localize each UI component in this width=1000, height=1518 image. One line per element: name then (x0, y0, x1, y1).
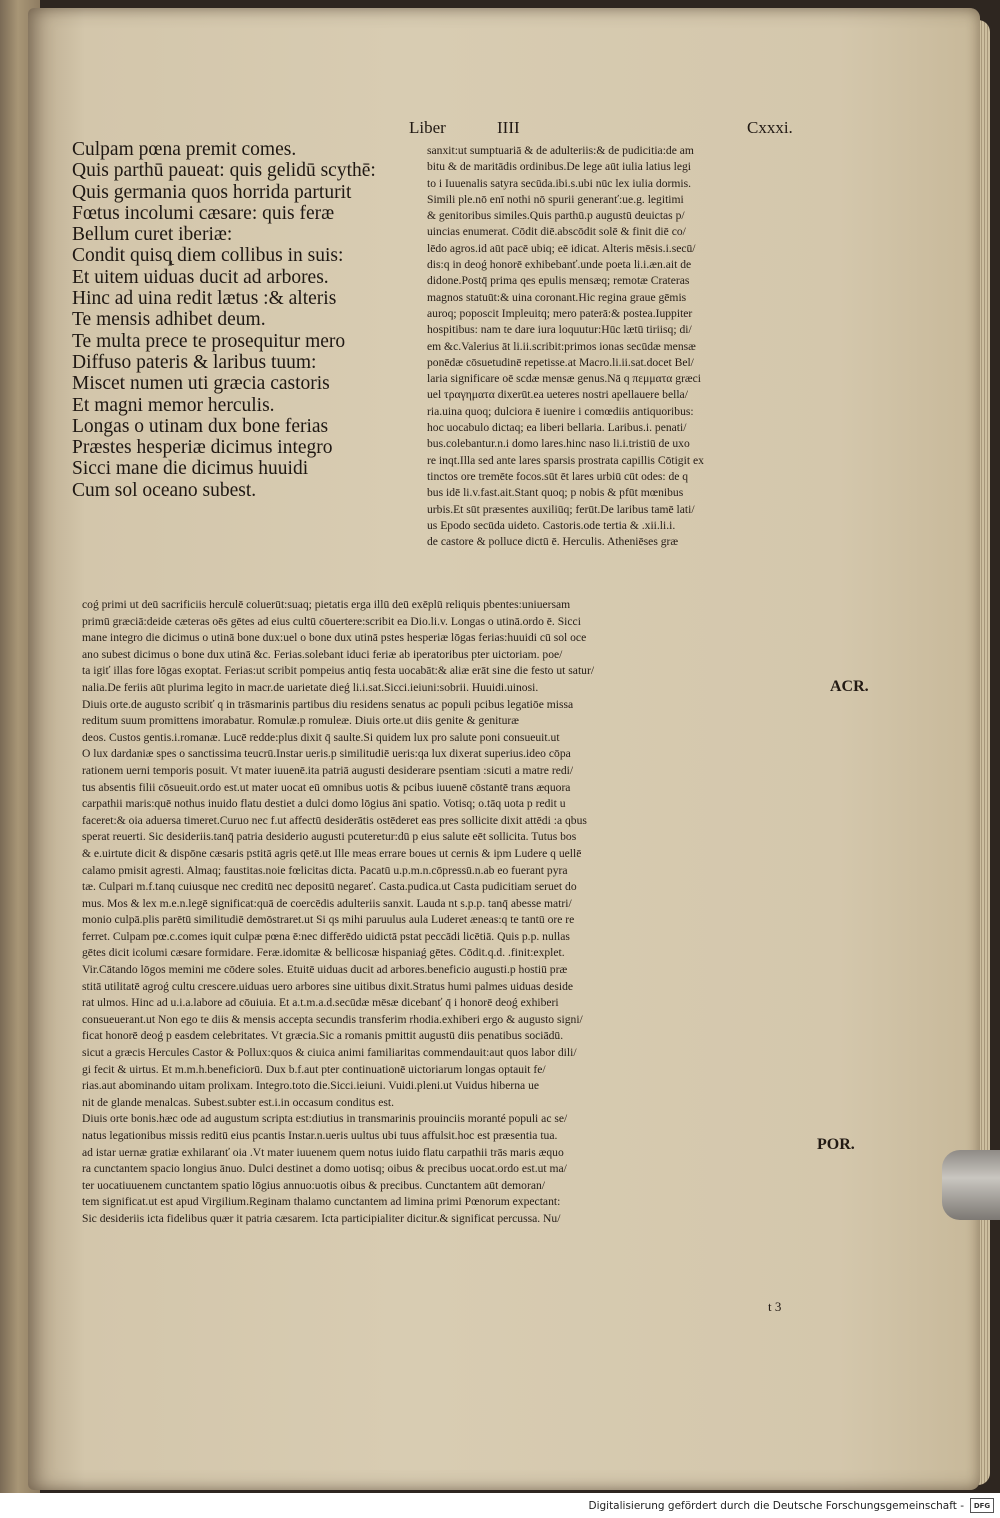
commentary-right-column (427, 143, 823, 550)
commentary-line: faceret:& oia aduersa timeret.Curuo nec f.ut affectū desiderātis ostēderet eas pres sollicite dixit attēdi :a qbus (82, 813, 587, 827)
poem-line: Culpam pœna premit comes. (72, 139, 297, 160)
commentary-line: tinctos ore tremēte focos.sūt ēt lares urbiū cūt odes: de q (427, 469, 689, 483)
commentary-line: de castore & polluce dictū ē. Herculis. Atheniēses græ (427, 535, 679, 549)
commentary-line: rias.aut abominando uitam prolixam. Integro.toto die.Sicci.ieiuni. Vuidi.pleni.ut Vuidus hiberna ue (82, 1079, 540, 1093)
poem-line: Cum sol oceano subest. (72, 479, 257, 501)
commentary-line: ficat honorē deoǵ p easdem celebritates. Vt græcia.Sic a romanis pmittit augustū diis penatibus sociādū. (82, 1029, 564, 1043)
commentary-line: sperat reuerti. Sic desideriis.tanq̄ patria desiderio augusti pcuteretur:dū p eius salute eēt sollicita. Tutus bos (82, 830, 577, 844)
commentary-line: rationem uerni temporis posuit. Vt mater iuuenē.ita patriā augusti desiderare psentiam :sicuti a matre redi/ (82, 763, 574, 777)
commentary-line: hospitibus: nam te dare iura loquutur:Hūc lætū tiriisq; di/ (427, 323, 692, 337)
poem-line: Sicci mane die dicimus huuidi (72, 458, 309, 480)
commentary-line: reditum suum promittens imorabatur. Romulæ.p romuleæ. Diuis orte.ut diis genite & genituræ (82, 714, 519, 728)
margin-note-acr: ACR. (830, 678, 869, 695)
running-head-book-number: IIII (497, 118, 520, 137)
commentary-line: Vir.Cātando lōgos memini me cōdere soles. Etuitē uiduas ducit ad arbores.beneficio augusti.p hostiū præ (82, 963, 568, 977)
commentary-line: bus.colebantur.n.i domo lares.hinc naso li.i.tristiū de uxo (427, 437, 690, 451)
commentary-line: gētes dicit icolumi cæsare formidare. Feræ.idomitæ & bellicosæ hispaniaǵ gētes. Cōdit.q.d. .finit:explet. (82, 946, 565, 960)
commentary-line: tus absentis filii cōsueuit.ordo est.ut mater uocat eū omnibus uotis & pcibus iuuenē cōstantē trans æquora (82, 780, 571, 794)
commentary-line: Sic desideriis icta fidelibus quær it patria cæsarem. Icta participialiter dicitur.& significat percussa. Nu/ (82, 1211, 561, 1225)
commentary-line: us Epodo secūda uideto. Castoris.ode tertia & .xii.li.i. (427, 518, 676, 532)
commentary-line: hoc uocabulo dictaq; ea liberi bellaria. Laribus.i. penati/ (427, 421, 687, 435)
commentary-line: em &c.Valerius āt li.ii.scribit:primos ionas secūdæ mensæ (427, 339, 696, 353)
commentary-line: to i Iuuenalis satyra secūda.ibi.s.ubi nūc lex iulia dormis. (427, 176, 692, 190)
commentary-line: stitā utilitatē agroǵ cultu crescere.uiduas uero arbores sine uitibus dixit.Stratus humi palmes uiduas deside (82, 979, 574, 993)
commentary-line: didone.Postq̄ prima qes epulis mensæq; remotæ Crateras (427, 274, 690, 288)
poem-line: Te mensis adhibet deum. (72, 309, 266, 331)
commentary-line: rat ulmos. Hinc ad u.i.a.labore ad cōuiuia. Et a.t.m.a.d.secūdæ mēsæ dicebanť q̄ i honorē deoǵ exhiberi (82, 996, 559, 1010)
poem-line: Fœtus incolumi cæsare: quis feræ (72, 202, 335, 224)
commentary-line: ponēdæ cōsuetudinē repetisse.at Macro.li.ii.sat.docet Bel/ (427, 355, 694, 369)
commentary-line: coǵ primi ut deū sacrificiis herculē coluerūt:suaq; pietatis erga illū deū exēplū reliquis pbentes:uniuersam (82, 598, 571, 611)
commentary-line: mus. Mos & lex m.e.n.legē significat:quā de coercēdis adulteriis sanxit. Lauda nt s.p.p. tanq̄ abesse matri/ (82, 896, 572, 910)
commentary-line: nalia.De feriis aūt plurima legito in macr.de uarietate dieǵ li.i.sat.Sicci.ieiuni:sobrii. Huuidi.uinosi. (82, 680, 539, 694)
commentary-line: ano subest dicimus o bone dux utinā &c. Ferias.solebant iduci feriæ ab iperatoribus pter uictoriam. poe/ (82, 647, 563, 661)
poem-line: Te multa prece te prosequitur mero (72, 330, 346, 352)
poem-line: Bellum curet iberiæ: (72, 224, 233, 246)
poem-text (72, 139, 422, 501)
poem-line: Longas o utinam dux bone ferias (72, 415, 329, 437)
commentary-line: sanxit:ut sumptuariā & de adulteriis:& de pudicitia:de am (427, 144, 694, 157)
commentary-line: gi fecit & uirtus. Et m.m.h.beneficiorū. Dux b.f.aut pter continuationē uictoriarum longas optauit fe/ (82, 1062, 546, 1076)
commentary-line: Diuis orte.de augusto scribiť q in trāsmarinis partibus diu residens senatus ac populi pcibus legatiōe missa (82, 697, 574, 711)
commentary-line: Diuis orte bonis.hæc ode ad augustum scripta est:diutius in transmarinis prouinciis moranté populi ac se/ (82, 1112, 568, 1126)
footer-bar (0, 1493, 1000, 1518)
signature-mark: t 3 (768, 1299, 782, 1314)
poem-line: Condit quisq̨ diem collibus in suis: (72, 245, 344, 267)
commentary-line: ria.uina quoq; dulciora ē iuenire i comœdiis antiquoribus: (427, 404, 694, 418)
commentary-line: bitu & de maritādis ordinibus.De lege aūt iulia latius legi (427, 160, 692, 174)
commentary-line: uincias enumerat. Cōdit diē.abscōdit solē & finit diē co/ (427, 225, 686, 239)
commentary-line: consueuerant.ut Non ego te diis & mensis accepta secundis transferim rhodia.exhiberi ergo & augusto signi/ (82, 1012, 583, 1026)
commentary-line: deos. Custos gentis.i.romanæ. Lucē redde:plus dixit q̄ saulte.Si quidem lux pro salute poni consueuit.ut (82, 730, 560, 744)
footer-credit: Digitalisierung gefördert durch die Deutsche Forschungsgemeinschaft - (588, 1499, 964, 1512)
commentary-line: bus idē li.v.fast.ait.Stant quoq; p nobis & pfūt mœnibus (427, 486, 684, 500)
commentary-line: ta igiť illas fore lōgas exoptat. Ferias:ut scribit pompeius antiq festa uocabāt:& aliæ erāt sine die festo ut satur/ (82, 664, 595, 678)
commentary-line: primū græciā:deide cæteras oēs gētes ad eius cultū cōuertere:scribit ea Dio.li.v. Longas o utinā.ordo ē. Sicci (82, 614, 581, 628)
poem-line: Hinc ad uina redit lætus :& alteris (72, 288, 337, 310)
poem-line: Præstes hesperiæ dicimus integro (72, 437, 333, 459)
dfg-logo: DFG (970, 1498, 994, 1513)
commentary-line: ter uocatiuuenem cunctantem spatio lōgius annuo:uotis oibus & precibus. Cunctantem aūt demoran/ (82, 1178, 545, 1192)
commentary-line: magnos statuūt:& uina coronant.Hic regina graue gēmis (427, 290, 687, 304)
commentary-line: lēdo agros.id aūt pacē ubiq; eē idicat. Alteris mēsis.i.secū/ (427, 241, 696, 255)
commentary-line: mane integro die dicimus o utinā bone dux:uel o bone dux utinā pstes hesperiæ lōgas ferias:huuidi cū sol oce (82, 631, 587, 645)
poem-line: Quis germania quos horrida parturit (72, 181, 352, 203)
commentary-line: carpathii maris:quē nothus inuido flatu destiet a dulci domo lōgius āni spatio. Votisq; o.tāq uota p redit u (82, 797, 566, 811)
commentary-line: urbis.Et sūt præsentes auxiliūq; ferūt.De laribus tamē lati/ (427, 502, 695, 516)
commentary-line: ra cunctantem spacio longius ānuo. Dulci destinet a domo uotisq; oibus & precibus uocat.ordo est.ut ma/ (82, 1162, 567, 1176)
commentary-line: Simili ple.nō enī nothi nō spurii generanť:ue.g. legitimi (427, 192, 684, 206)
commentary-line: monio culpā.plis parētū similitudiē demōstraret.ut Si qs mihi paruulus aula Luderet æneas:q te tantū ore re (82, 913, 575, 927)
commentary-line: uel τραγηματα dixerūt.ea ueteres nostri apellauere bella/ (427, 388, 688, 402)
folio-number: Cxxxi. (747, 118, 793, 137)
commentary-line: & genitoribus similes.Quis parthū.p augustū deuictas p/ (427, 209, 685, 223)
commentary-line: tæ. Culpari m.f.tanq cuiusque nec creditū nec depositū negareť. Casta.pudica.ut Casta pudicitiam seruet do (82, 880, 577, 894)
poem-line: Et uitem uiduas ducit ad arbores. (72, 266, 329, 288)
book-clasp (942, 1150, 1000, 1220)
commentary-line: ferret. Culpam pœ.c.comes iquit culpæ pœna ē:nec differēdo uidictā pstat peccādi licētiā. Quis p.p. nullas (82, 929, 570, 943)
commentary-line: auroq; poposcit Impleuitq; mero paterā:& postea.Iuppiter (427, 306, 693, 320)
commentary-full-width (82, 597, 826, 1228)
commentary-line: ad istar uernæ gratiæ exhilaranť oia .Vt mater iuuenem quem notus iuido flatu carpathii trās maris æquo (82, 1145, 564, 1159)
margin-note-por: POR. (817, 1136, 855, 1153)
commentary-line: laria significare oē scdæ mensæ genus.Nā q πεμματα græci (427, 372, 702, 386)
poem-line: Et magni memor herculis. (72, 394, 275, 416)
commentary-line: nit de glande menalcas. Subest.subter est.i.in occasum conditus est. (82, 1095, 394, 1109)
commentary-line: dis:q in deoǵ honorē exhibebanť.unde poeta li.i.æn.ait de (427, 258, 692, 272)
commentary-line: tem significat.ut est apud Virgilium.Reginam thalamo cunctantem ad limina primi Pœnorum expectant: (82, 1195, 561, 1209)
commentary-line: natus legationibus missis reditū eius pcantis Instar.n.ueris uultus ubi tuus affulsit.hoc est præsentia tua. (82, 1129, 558, 1142)
commentary-line: sicut a græcis Hercules Castor & Pollux:quos & ciuica animi familiaritas commendauit:aut quos labor dili/ (82, 1046, 577, 1060)
poem-line: Diffuso pateris & laribus tuum: (72, 351, 317, 373)
poem-line: Miscet numen uti græcia castoris (72, 373, 330, 395)
running-head-liber: Liber (409, 118, 446, 137)
commentary-line: calamo pmisit agresti. Almaq; faustitas.noie fœlicitas dicta. Pacatū u.p.m.n.cōpressū.n.ab eo fuerant pyra (82, 863, 568, 877)
commentary-line: re inqt.Illa sed ante lares sparsis prostrata capillis Cōtigit ex (427, 453, 704, 467)
commentary-line: O lux dardaniæ spes o sanctissima teucrū.Instar ueris.p similitudiē ueris:qa lux dixerat superius.ideo cōpa (82, 747, 571, 761)
commentary-line: & e.uirtute dicit & dispōne cæsaris pstitā agris qetē.ut Ille meas errare boues ut cernis & ipm Ludere q uellē (82, 846, 582, 860)
poem-line: Quis parthū paueat: quis gelidū scythē: (72, 160, 376, 182)
